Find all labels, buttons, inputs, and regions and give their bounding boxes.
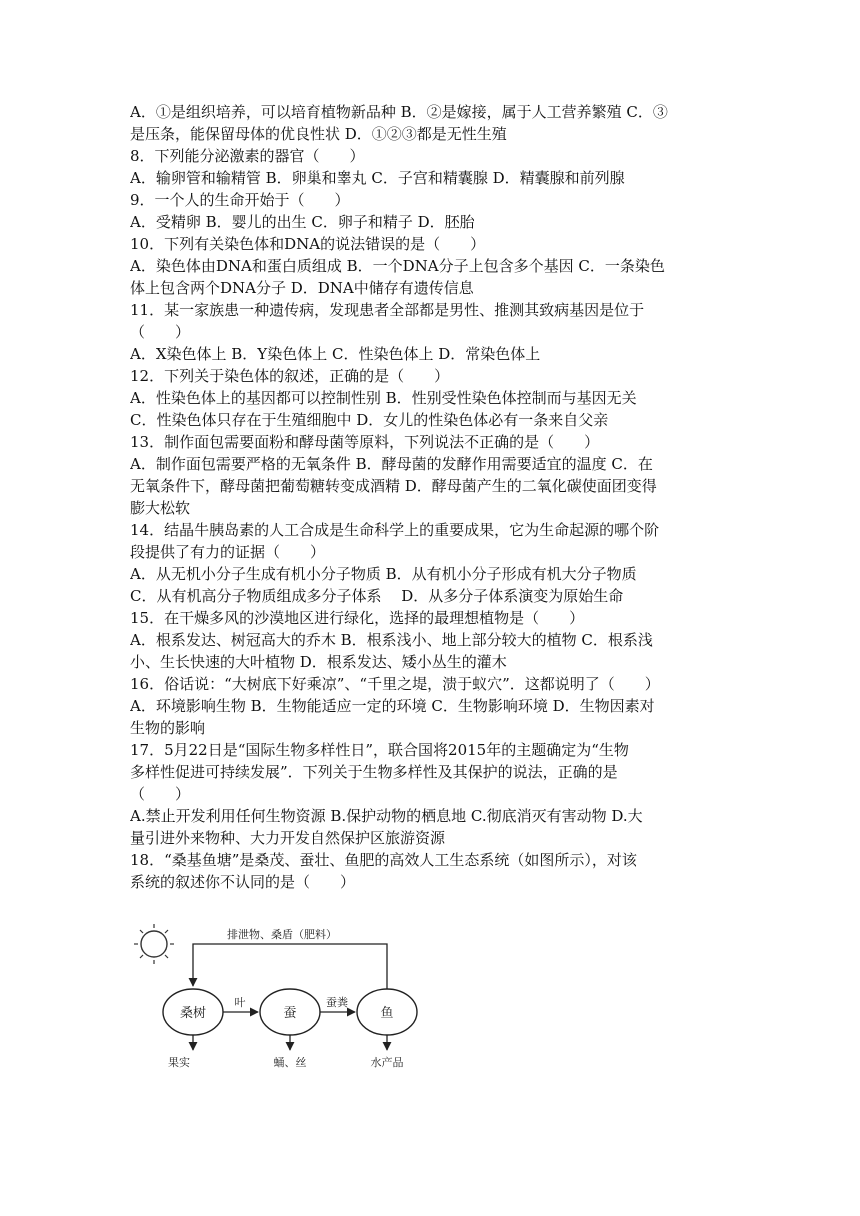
text-line: A．染色体由DNA和蛋白质组成 B．一个DNA分子上包含多个基因 C．一条染色 <box>130 257 665 275</box>
text-line: A．从无机小分子生成有机小分子物质 B．从有机小分子形成有机大分子物质 <box>130 565 637 583</box>
text-line: A．环境影响生物 B．生物能适应一定的环境 C．生物影响环境 D．生物因素对 <box>130 697 655 715</box>
text-line: 14．结晶牛胰岛素的人工合成是生命科学上的重要成果，它为生命起源的哪个阶 <box>130 521 660 539</box>
node-silkworm <box>260 989 320 1035</box>
text-line: A．制作面包需要严格的无氧条件 B．酵母菌的发酵作用需要适宜的温度 C．在 <box>130 455 653 473</box>
text-line: 系统的叙述你不认同的是（ ） <box>130 873 356 891</box>
text-line: 量引进外来物种、大力开发自然保护区旅游资源 <box>130 829 446 847</box>
question-text <box>130 101 730 893</box>
node-label: 蚕 <box>283 1006 297 1021</box>
text-line: 9．一个人的生命开始于（ ） <box>130 191 350 209</box>
text-line: 是压条，能保留母体的优良性状 D．①②③都是无性生殖 <box>130 125 507 143</box>
text-line: 生物的影响 <box>130 719 206 737</box>
mulberry-fish-pond-diagram <box>124 922 424 1072</box>
feedback-arrow <box>193 944 387 990</box>
text-line: A．性染色体上的基因都可以控制性别 B．性别受性染色体控制而与基因无关 <box>130 389 637 407</box>
text-line: 13．制作面包需要面粉和酵母菌等原料，下列说法不正确的是（ ） <box>130 433 600 451</box>
text-line: A．输卵管和输精管 B．卵巢和睾丸 C．子宫和精囊腺 D．精囊腺和前列腺 <box>130 169 625 187</box>
output-label: 果实 <box>168 1056 190 1069</box>
text-line: 12．下列关于染色体的叙述，正确的是（ ） <box>130 367 450 385</box>
text-line: A．受精卵 B．婴儿的出生 C．卵子和精子 D．胚胎 <box>130 213 475 231</box>
text-line: 18．“桑基鱼塘”是桑茂、蚕壮、鱼肥的高效人工生态系统（如图所示），对该 <box>130 851 637 869</box>
text-line: 10．下列有关染色体和DNA的说法错误的是（ ） <box>130 235 486 253</box>
node-label: 桑树 <box>179 1006 207 1021</box>
text-line: 11．某一家族患一种遗传病，发现患者全部都是男性、推测其致病基因是位于 <box>130 301 645 319</box>
text-line: 段提供了有力的证据（ ） <box>130 543 326 561</box>
text-line: 膨大松软 <box>130 499 191 517</box>
text-line: 16．俗话说：“大树底下好乘凉”、“千里之堤，溃于蚁穴”．这都说明了（ ） <box>130 675 660 693</box>
text-line: A．①是组织培养，可以培育植物新品种 B．②是嫁接，属于人工营养繁殖 C．③ <box>130 103 668 121</box>
edge-label: 蚕粪 <box>326 996 348 1009</box>
text-line: A．X染色体上 B．Y染色体上 C．性染色体上 D．常染色体上 <box>130 345 541 363</box>
node-fish <box>357 989 417 1035</box>
text-line: 8．下列能分泌激素的器官（ ） <box>130 147 365 165</box>
output-label: 水产品 <box>370 1056 404 1069</box>
feedback-label: 排泄物、桑盾（肥料） <box>227 928 337 941</box>
text-line: A．根系发达、树冠高大的乔木 B．根系浅小、地上部分较大的植物 C．根系浅 <box>130 631 653 649</box>
sun-icon <box>134 924 174 964</box>
edge-label: 叶 <box>234 996 246 1009</box>
text-line: A.禁止开发利用任何生物资源 B.保护动物的栖息地 C.彻底消灭有害动物 D.大 <box>130 807 643 825</box>
text-line: C．从有机高分子物质组成多分子体系 D．从多分子体系演变为原始生命 <box>130 587 624 605</box>
text-line: 无氧条件下，酵母菌把葡萄糖转变成酒精 D．酵母菌产生的二氧化碳使面团变得 <box>130 477 657 495</box>
node-label: 鱼 <box>380 1006 394 1021</box>
node-mulberry <box>163 989 223 1035</box>
text-line: 小、生长快速的大叶植物 D．根系发达、矮小丛生的灌木 <box>130 653 507 671</box>
text-line: 15．在干燥多风的沙漠地区进行绿化，选择的最理想植物是（ ） <box>130 609 585 627</box>
output-label: 蛹、丝 <box>273 1056 307 1069</box>
text-line: （ ） <box>130 323 191 341</box>
text-line: （ ） <box>130 785 191 803</box>
text-line: 17．5月22日是“国际生物多样性日”，联合国将2015年的主题确定为“生物 <box>130 741 629 759</box>
text-line: 多样性促进可持续发展”．下列关于生物多样性及其保护的说法，正确的是 <box>130 763 618 781</box>
text-line: C．性染色体只存在于生殖细胞中 D．女儿的性染色体必有一条来自父亲 <box>130 411 609 429</box>
text-line: 体上包含两个DNA分子 D．DNA中储存有遗传信息 <box>130 279 474 297</box>
